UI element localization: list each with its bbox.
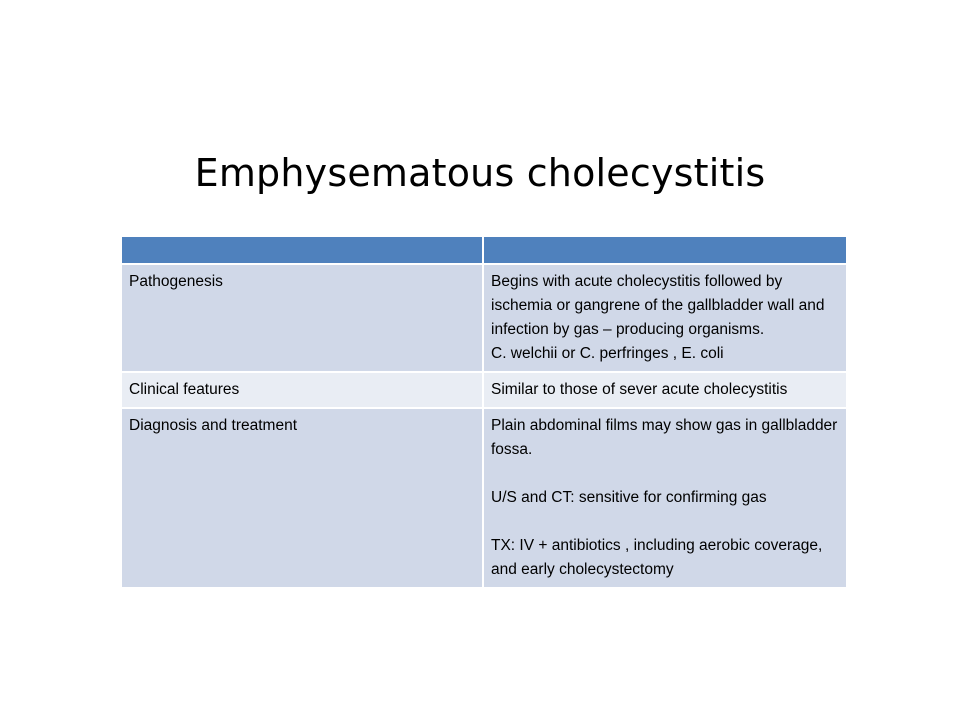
table-header-cell-2 [483,236,847,264]
description-line: Plain abdominal films may show gas in gallbladder fossa. [491,417,838,458]
row-description [483,372,847,408]
paragraph-gap [491,462,838,486]
row-label: Clinical features [121,372,483,408]
description-line: Similar to those of sever acute cholecystitis [491,381,788,398]
table-row-diagnosis-treatment [121,408,847,588]
table-row-pathogenesis [121,264,847,372]
info-table-container [120,235,846,589]
row-description [483,264,847,372]
row-label: Pathogenesis [121,264,483,372]
slide-title: Emphysematous cholecystitis [194,151,766,195]
info-table [120,235,848,589]
description-line: Begins with acute cholecystitis followed by ischemia or gangrene of the gallbladder wall and infection by gas – producing organisms. [491,273,825,338]
description-line: TX: IV + antibiotics , including aerobic coverage, and early cholecystectomy [491,537,823,578]
table-row-clinical-features [121,372,847,408]
table-header-cell-1 [121,236,483,264]
row-label: Diagnosis and treatment [121,408,483,588]
description-line: U/S and CT: sensitive for confirming gas [491,489,767,506]
row-description [483,408,847,588]
paragraph-gap [491,510,838,534]
table-header-row [121,236,847,264]
description-line: C. welchii or C. perfringes , E. coli [491,345,724,362]
